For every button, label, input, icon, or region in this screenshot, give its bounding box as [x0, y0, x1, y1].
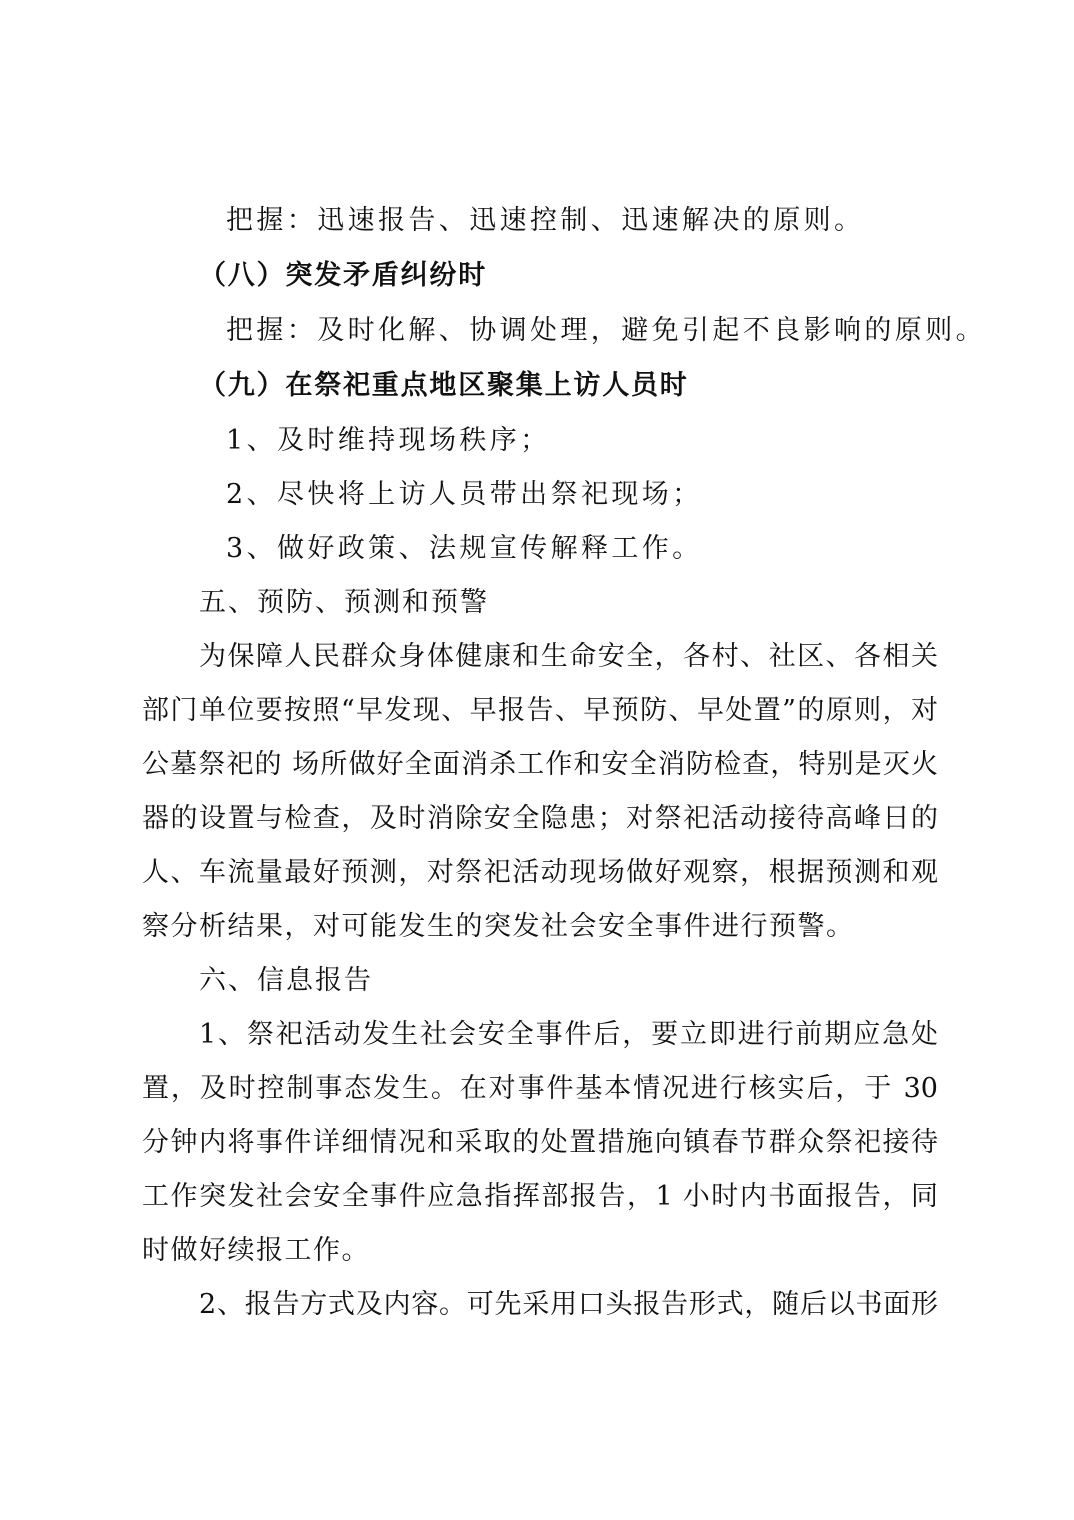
list-item: 3、做好政策、法规宣传解释工作。: [226, 533, 703, 564]
list-item: 1、及时维持现场秩序；: [226, 425, 551, 456]
paragraph-principle-8: 把握：及时化解、协调处理，避免引起不良影响的原则。: [226, 315, 986, 346]
subheading-9: （九）在祭祀重点地区聚集上访人员时: [199, 370, 689, 401]
section-heading-5: 五、预防、预测和预警: [199, 587, 489, 618]
section-heading-6: 六、信息报告: [199, 965, 373, 996]
paragraph-report-method-line: 2、报告方式及内容。可先采用口头报告形式，随后以书面形: [199, 1289, 938, 1320]
subheading-8: （八）突发矛盾纠纷时: [199, 260, 487, 291]
paragraph-prevention-line: 察分析结果，对可能发生的突发社会安全事件进行预警。: [142, 911, 855, 942]
paragraph-report-line: 时做好续报工作。: [142, 1235, 370, 1266]
paragraph-report-line: 分钟内将事件详细情况和采取的处置措施向镇春节群众祭祀接待: [142, 1127, 938, 1158]
list-item: 2、尽快将上访人员带出祭祀现场；: [226, 479, 703, 510]
paragraph-report-line: 置，及时控制事态发生。在对事件基本情况进行核实后，于 30: [142, 1073, 938, 1104]
paragraph-prevention-line: 人、车流量最好预测，对祭祀活动现场做好观察，根据预测和观: [142, 857, 938, 888]
paragraph-report-line: 工作突发社会安全事件应急指挥部报告，1 小时内书面报告，同: [142, 1181, 938, 1212]
paragraph-report-line: 1、祭祀活动发生社会安全事件后，要立即进行前期应急处: [199, 1019, 938, 1050]
paragraph-prevention-line: 器的设置与检查，及时消除安全隐患；对祭祀活动接待高峰日的: [142, 803, 938, 834]
paragraph-principle-7: 把握：迅速报告、迅速控制、迅速解决的原则。: [226, 205, 865, 236]
paragraph-prevention-line: 为保障人民群众身体健康和生命安全，各村、社区、各相关: [199, 641, 938, 672]
paragraph-prevention-line: 公墓祭祀的 场所做好全面消杀工作和安全消防检查，特别是灭火: [142, 749, 938, 780]
paragraph-prevention-line: 部门单位要按照“早发现、早报告、早预防、早处置”的原则，对: [142, 695, 938, 726]
